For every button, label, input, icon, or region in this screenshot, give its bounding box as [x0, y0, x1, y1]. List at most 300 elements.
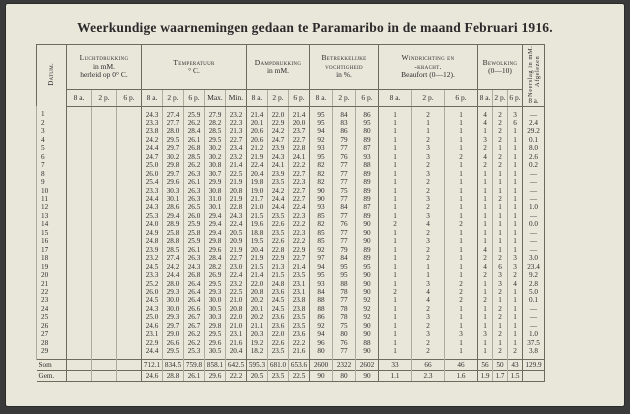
day-cell: 11 — [37, 195, 67, 203]
temp-cell: 21.3 — [226, 127, 247, 135]
day-cell: 28 — [37, 339, 67, 347]
luchtdrukking-cell — [92, 229, 117, 237]
bew-cell: 2 — [478, 161, 493, 169]
day-cell: 5 — [37, 144, 67, 152]
wind-cell: 1 — [412, 127, 445, 135]
temp-cell: 26.0 — [142, 170, 163, 178]
average-row: Gem. 24.6 28.8 26.1 29.6 22.2 20.5 23.5 22.5 90 80 90 1.1 2.3 1.6 1.9 1.7 1.5 — [37, 370, 545, 381]
wind-cell: 1 — [445, 322, 478, 330]
temp-cell: 20.8 — [226, 305, 247, 313]
temp-cell: 29.4 — [163, 212, 184, 220]
bew-cell: 2 — [493, 119, 508, 127]
vocht-cell: 89 — [356, 212, 379, 220]
vocht-cell: 77 — [333, 178, 356, 186]
temp-cell: 28.5 — [205, 127, 226, 135]
temp-cell: 22.3 — [226, 119, 247, 127]
bew-cell: 4 — [478, 119, 493, 127]
wind-cell: 1 — [412, 263, 445, 271]
wind-cell: 1 — [379, 322, 412, 330]
temp-cell: 24.3 — [142, 106, 163, 119]
luchtdrukking-cell — [117, 271, 142, 279]
vocht-cell: 76 — [333, 220, 356, 228]
temp-cell: 29.7 — [163, 322, 184, 330]
luchtdrukking-cell — [67, 254, 92, 262]
bew-cell: 3 — [493, 271, 508, 279]
luchtdrukking-cell — [117, 119, 142, 127]
wind-cell: 2 — [445, 296, 478, 304]
luchtdrukking-cell — [92, 288, 117, 296]
header-neerslag: Neerslag in mM. Afgelezen 8 a. — [523, 45, 545, 107]
bew-cell: 1 — [478, 220, 493, 228]
table-row — [37, 288, 545, 296]
bew-cell: 3 — [478, 330, 493, 338]
neerslag-cell: 0.1 — [523, 136, 545, 144]
temp-cell: 26.7 — [184, 313, 205, 321]
bew-cell: 4 — [508, 280, 523, 288]
day-cell: 12 — [37, 203, 67, 211]
vocht-cell: 78 — [333, 305, 356, 313]
luchtdrukking-cell — [117, 187, 142, 195]
luchtdrukking-cell — [117, 106, 142, 119]
wind-cell: 1 — [379, 212, 412, 220]
wind-cell: 1 — [445, 254, 478, 262]
wind-cell: 2 — [445, 153, 478, 161]
temp-cell: 25.0 — [142, 161, 163, 169]
luchtdrukking-cell — [117, 246, 142, 254]
luchtdrukking-cell — [92, 330, 117, 338]
bew-cell: 1 — [478, 170, 493, 178]
bew-cell: 1 — [493, 246, 508, 254]
bew-cell: 4 — [478, 246, 493, 254]
temp-cell: 29.4 — [205, 220, 226, 228]
day-cell: 10 — [37, 187, 67, 195]
bew-cell: 1 — [508, 178, 523, 186]
bew-cell: 1 — [493, 212, 508, 220]
luchtdrukking-cell — [117, 161, 142, 169]
temp-cell: 23.3 — [142, 119, 163, 127]
bew-cell: 1 — [478, 127, 493, 135]
temp-cell: 27.4 — [163, 106, 184, 119]
vocht-cell: 79 — [333, 246, 356, 254]
luchtdrukking-cell — [117, 220, 142, 228]
luchtdrukking-cell — [92, 203, 117, 211]
luchtdrukking-cell — [117, 330, 142, 338]
luchtdrukking-cell — [67, 322, 92, 330]
luchtdrukking-cell — [117, 347, 142, 359]
luchtdrukking-cell — [117, 322, 142, 330]
vocht-cell: 86 — [356, 106, 379, 119]
vocht-cell: 92 — [310, 322, 333, 330]
neerslag-cell: 2.6 — [523, 153, 545, 161]
vocht-cell: 95 — [310, 106, 333, 119]
damp-cell: 22.0 — [268, 330, 289, 338]
bew-cell: 1 — [508, 153, 523, 161]
bew-cell: 2 — [493, 161, 508, 169]
damp-cell: 21.3 — [268, 263, 289, 271]
table-row — [37, 305, 545, 313]
temp-cell: 24.9 — [142, 229, 163, 237]
neerslag-cell: — — [523, 106, 545, 119]
luchtdrukking-cell — [67, 178, 92, 186]
temp-cell: 20.9 — [226, 237, 247, 245]
temp-cell: 30.5 — [205, 347, 226, 359]
wind-cell: 1 — [379, 161, 412, 169]
temp-cell: 30.0 — [163, 296, 184, 304]
vocht-cell: 77 — [333, 347, 356, 359]
bew-cell: 1 — [478, 187, 493, 195]
wind-cell: 1 — [379, 170, 412, 178]
damp-cell: 23.5 — [268, 178, 289, 186]
vocht-cell: 85 — [310, 237, 333, 245]
vocht-cell: 90 — [356, 322, 379, 330]
damp-cell: 24.5 — [268, 296, 289, 304]
daily-rows — [37, 106, 545, 359]
table-row — [37, 220, 545, 228]
wind-cell: 1 — [379, 330, 412, 338]
temp-cell: 23.0 — [226, 263, 247, 271]
luchtdrukking-cell — [67, 144, 92, 152]
wind-cell: 1 — [445, 347, 478, 359]
damp-cell: 20.4 — [247, 170, 268, 178]
damp-cell: 18.8 — [247, 229, 268, 237]
luchtdrukking-cell — [67, 296, 92, 304]
luchtdrukking-cell — [92, 237, 117, 245]
table-row — [37, 178, 545, 186]
neerslag-cell: 23.4 — [523, 263, 545, 271]
damp-cell: 19.0 — [247, 187, 268, 195]
luchtdrukking-cell — [67, 212, 92, 220]
luchtdrukking-cell — [67, 161, 92, 169]
vocht-cell: 94 — [310, 330, 333, 338]
damp-cell: 21.5 — [268, 271, 289, 279]
temp-cell: 28.5 — [163, 246, 184, 254]
neerslag-cell: 8.0 — [523, 144, 545, 152]
temp-cell: 30.5 — [205, 305, 226, 313]
bew-cell: 1 — [478, 339, 493, 347]
bew-cell: 6 — [508, 119, 523, 127]
wind-cell: 1 — [379, 106, 412, 119]
bew-cell: 2 — [493, 305, 508, 313]
bew-cell: 2 — [493, 347, 508, 359]
vocht-cell: 89 — [356, 246, 379, 254]
wind-cell: 3 — [412, 313, 445, 321]
temp-cell: 26.2 — [184, 339, 205, 347]
damp-cell: 22.4 — [289, 203, 310, 211]
damp-cell: 23.5 — [268, 347, 289, 359]
bew-cell: 2 — [508, 347, 523, 359]
temp-cell: 21.9 — [226, 178, 247, 186]
damp-cell: 19.8 — [247, 178, 268, 186]
damp-cell: 23.8 — [289, 305, 310, 313]
temp-cell: 29.0 — [163, 330, 184, 338]
bew-cell: 2 — [493, 330, 508, 338]
damp-cell: 22.2 — [289, 161, 310, 169]
luchtdrukking-cell — [117, 203, 142, 211]
temp-cell: 25.3 — [142, 212, 163, 220]
vocht-cell: 93 — [310, 203, 333, 211]
vocht-cell: 90 — [356, 237, 379, 245]
luchtdrukking-cell — [92, 220, 117, 228]
damp-cell: 23.6 — [268, 322, 289, 330]
vocht-cell: 82 — [310, 220, 333, 228]
wind-cell: 1 — [379, 127, 412, 135]
damp-cell: 22.7 — [289, 187, 310, 195]
damp-cell: 20.6 — [247, 136, 268, 144]
damp-cell: 22.7 — [289, 254, 310, 262]
neerslag-cell: — — [523, 305, 545, 313]
table-row — [37, 106, 545, 119]
vocht-cell: 89 — [356, 170, 379, 178]
wind-cell: 2 — [445, 288, 478, 296]
bew-cell: 2 — [493, 136, 508, 144]
vocht-cell: 90 — [356, 288, 379, 296]
bew-cell: 1 — [493, 339, 508, 347]
bew-cell: 2 — [493, 106, 508, 119]
header-temperatuur: Temperatuur ° C. — [142, 45, 247, 90]
temp-cell: 21.4 — [226, 161, 247, 169]
damp-cell: 23.8 — [289, 296, 310, 304]
bew-cell: 1 — [478, 288, 493, 296]
table-row — [37, 237, 545, 245]
temp-cell: 24.2 — [163, 263, 184, 271]
damp-cell: 22.2 — [289, 339, 310, 347]
bew-cell: 1 — [508, 330, 523, 338]
day-cell: 22 — [37, 288, 67, 296]
damp-cell: 22.9 — [289, 246, 310, 254]
table-row — [37, 313, 545, 321]
temp-cell: 29.5 — [163, 136, 184, 144]
temp-cell: 25.8 — [163, 229, 184, 237]
vocht-cell: 84 — [333, 203, 356, 211]
damp-cell: 23.5 — [268, 212, 289, 220]
temp-cell: 28.2 — [205, 119, 226, 127]
neerslag-cell: — — [523, 322, 545, 330]
damp-cell: 23.5 — [268, 229, 289, 237]
temp-cell: 22.0 — [226, 313, 247, 321]
temp-cell: 29.6 — [205, 246, 226, 254]
wind-cell: 2 — [412, 178, 445, 186]
damp-cell: 21.7 — [247, 195, 268, 203]
luchtdrukking-cell — [67, 305, 92, 313]
temp-cell: 30.2 — [163, 153, 184, 161]
vocht-cell: 77 — [333, 144, 356, 152]
vocht-cell: 77 — [333, 229, 356, 237]
damp-cell: 21.4 — [247, 271, 268, 279]
luchtdrukking-cell — [92, 127, 117, 135]
vocht-cell: 88 — [310, 305, 333, 313]
day-cell: 3 — [37, 127, 67, 135]
wind-cell: 2 — [412, 106, 445, 119]
damp-cell: 20.2 — [247, 296, 268, 304]
bew-cell: 2 — [493, 288, 508, 296]
damp-cell: 23.6 — [268, 288, 289, 296]
neerslag-cell: 29.2 — [523, 127, 545, 135]
day-cell: 24 — [37, 305, 67, 313]
wind-cell: 3 — [412, 237, 445, 245]
wind-cell: 1 — [379, 237, 412, 245]
wind-cell: 3 — [412, 144, 445, 152]
luchtdrukking-cell — [92, 271, 117, 279]
temp-cell: 26.2 — [184, 119, 205, 127]
wind-cell: 1 — [379, 280, 412, 288]
bew-cell: 1 — [508, 237, 523, 245]
temp-cell: 28.0 — [163, 280, 184, 288]
damp-cell: 21.1 — [247, 322, 268, 330]
luchtdrukking-cell — [67, 271, 92, 279]
luchtdrukking-cell — [67, 119, 92, 127]
temp-cell: 29.7 — [163, 144, 184, 152]
luchtdrukking-cell — [92, 212, 117, 220]
wind-cell: 1 — [379, 254, 412, 262]
luchtdrukking-cell — [67, 136, 92, 144]
vocht-cell: 84 — [333, 106, 356, 119]
vocht-cell: 90 — [356, 280, 379, 288]
vocht-cell: 76 — [333, 339, 356, 347]
day-cell: 2 — [37, 119, 67, 127]
neerslag-cell: 5.0 — [523, 288, 545, 296]
temp-cell: 30.2 — [205, 153, 226, 161]
table-row — [37, 170, 545, 178]
vocht-cell: 90 — [356, 330, 379, 338]
wind-cell: 1 — [379, 263, 412, 271]
temp-cell: 24.3 — [184, 263, 205, 271]
vocht-cell: 95 — [310, 271, 333, 279]
neerslag-cell: — — [523, 313, 545, 321]
damp-cell: 21.4 — [247, 106, 268, 119]
vocht-cell: 89 — [356, 178, 379, 186]
luchtdrukking-cell — [117, 296, 142, 304]
temp-cell: 25.4 — [142, 178, 163, 186]
luchtdrukking-cell — [117, 195, 142, 203]
neerslag-cell: 1.0 — [523, 330, 545, 338]
bew-cell: 1 — [508, 170, 523, 178]
day-cell: 7 — [37, 161, 67, 169]
luchtdrukking-cell — [117, 229, 142, 237]
temp-cell: 25.9 — [184, 237, 205, 245]
wind-cell: 2 — [379, 288, 412, 296]
bew-cell: 2 — [493, 127, 508, 135]
temp-cell: 27.7 — [163, 119, 184, 127]
header-luchtdrukking: Luchtdrukking in mM. herleid op 0° C. — [67, 45, 142, 90]
bew-cell: 2 — [478, 254, 493, 262]
temp-cell: 28.5 — [184, 153, 205, 161]
table-row — [37, 254, 545, 262]
temp-cell: 21.9 — [226, 195, 247, 203]
bew-cell: 1 — [508, 136, 523, 144]
luchtdrukking-cell — [67, 127, 92, 135]
wind-cell: 1 — [379, 347, 412, 359]
bew-cell: 1 — [493, 220, 508, 228]
bew-cell: 1 — [493, 178, 508, 186]
luchtdrukking-cell — [92, 339, 117, 347]
wind-cell: 2 — [412, 229, 445, 237]
damp-cell: 22.2 — [289, 220, 310, 228]
vocht-cell: 95 — [310, 153, 333, 161]
wind-cell: 1 — [379, 305, 412, 313]
damp-cell: 21.9 — [247, 153, 268, 161]
vocht-cell: 82 — [310, 161, 333, 169]
bew-cell: 1 — [508, 127, 523, 135]
luchtdrukking-cell — [67, 220, 92, 228]
damp-cell: 23.5 — [289, 313, 310, 321]
vocht-cell: 77 — [333, 161, 356, 169]
wind-cell: 1 — [445, 106, 478, 119]
luchtdrukking-cell — [67, 170, 92, 178]
bew-cell: 1 — [478, 203, 493, 211]
damp-cell: 22.7 — [289, 170, 310, 178]
wind-cell: 4 — [412, 288, 445, 296]
luchtdrukking-cell — [117, 178, 142, 186]
wind-cell: 1 — [379, 229, 412, 237]
luchtdrukking-cell — [67, 330, 92, 338]
damp-cell: 23.6 — [268, 313, 289, 321]
bew-cell: 1 — [478, 195, 493, 203]
bew-cell: 1 — [478, 178, 493, 186]
temp-cell: 28.6 — [163, 203, 184, 211]
luchtdrukking-cell — [67, 153, 92, 161]
bew-cell: 3 — [478, 136, 493, 144]
wind-cell: 2 — [445, 280, 478, 288]
wind-cell: 1 — [379, 119, 412, 127]
wind-cell: 2 — [412, 347, 445, 359]
temp-cell: 26.3 — [184, 187, 205, 195]
luchtdrukking-cell — [117, 144, 142, 152]
wind-cell: 2 — [412, 322, 445, 330]
temp-cell: 24.3 — [226, 212, 247, 220]
temp-cell: 31.0 — [205, 195, 226, 203]
damp-cell: 21.2 — [247, 144, 268, 152]
damp-cell: 21.5 — [247, 263, 268, 271]
bew-cell: 2 — [493, 195, 508, 203]
table-row — [37, 195, 545, 203]
vocht-cell: 77 — [333, 170, 356, 178]
temp-cell: 30.0 — [205, 296, 226, 304]
temp-cell: 26.6 — [184, 305, 205, 313]
temp-cell: 26.1 — [184, 136, 205, 144]
neerslag-cell: — — [523, 212, 545, 220]
vocht-cell: 85 — [310, 212, 333, 220]
day-cell: 27 — [37, 330, 67, 338]
vocht-cell: 75 — [333, 322, 356, 330]
damp-cell: 22.3 — [289, 212, 310, 220]
wind-cell: 1 — [445, 263, 478, 271]
vocht-cell: 92 — [310, 136, 333, 144]
wind-cell: 2 — [412, 339, 445, 347]
damp-cell: 21.6 — [289, 347, 310, 359]
luchtdrukking-cell — [92, 280, 117, 288]
luchtdrukking-cell — [117, 288, 142, 296]
observations-table — [36, 44, 545, 382]
temp-cell: 29.7 — [163, 170, 184, 178]
temp-cell: 25.8 — [184, 229, 205, 237]
damp-cell: 19.6 — [247, 220, 268, 228]
damp-cell: 22.7 — [289, 136, 310, 144]
wind-cell: 4 — [412, 220, 445, 228]
temp-cell: 29.5 — [205, 280, 226, 288]
damp-cell: 23.5 — [289, 322, 310, 330]
bew-cell: 1 — [508, 187, 523, 195]
damp-cell: 21.0 — [247, 203, 268, 211]
wind-cell: 1 — [379, 153, 412, 161]
bew-cell: 1 — [478, 237, 493, 245]
damp-cell: 21.5 — [247, 212, 268, 220]
table-row — [37, 347, 545, 359]
temp-cell: 24.3 — [142, 203, 163, 211]
wind-cell: 3 — [412, 330, 445, 338]
table-row — [37, 322, 545, 330]
damp-cell: 22.8 — [268, 246, 289, 254]
damp-cell: 23.9 — [268, 170, 289, 178]
